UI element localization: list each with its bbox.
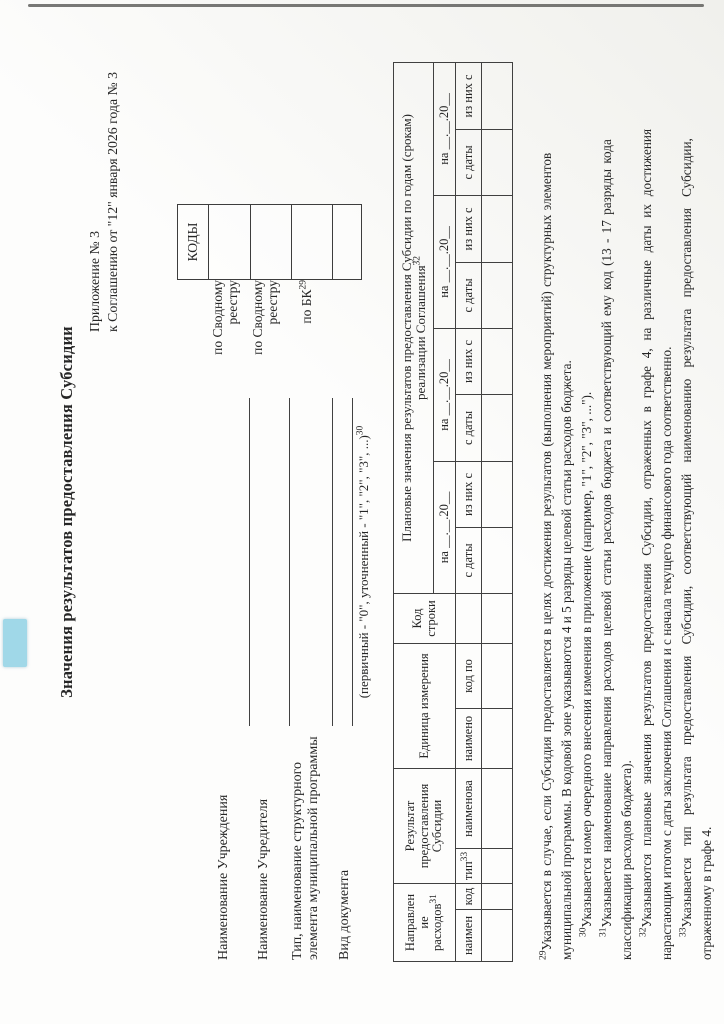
results-table (393, 62, 513, 962)
col-header-row-code: Код строки (394, 593, 456, 643)
data-cell (482, 394, 513, 461)
sub-header-unit-code: код по (456, 643, 482, 708)
footnote-line: отраженному в графе 4. (699, 826, 714, 960)
sub-header-of-which-2: из них с (456, 328, 482, 394)
sub-header-from-date-2: с даты (456, 394, 482, 461)
data-cell (482, 262, 513, 328)
sub-header-of-which-4: из них с (456, 62, 482, 129)
codes-cell-registry-2 (251, 205, 292, 279)
footnote-line: $^{30}$Указывается номер очередного внесения изменения в приложение (например, "1", "2", "3", ..."). (578, 391, 594, 937)
codes-box (177, 204, 362, 280)
sub-header-from-date-1: с даты (456, 527, 482, 593)
footnote-marker-31: 31 (429, 894, 440, 904)
sub-header-type: тип$^{33}$ (456, 849, 482, 884)
sub-header-code: код (456, 884, 482, 910)
data-cell (482, 849, 513, 884)
sub-header-of-which-3: из них с (456, 195, 482, 262)
date-group-header-4: на __.__.20__ (434, 62, 456, 195)
registry-label-2: по Сводному реестру (250, 280, 280, 355)
appendix-line-1: Приложение № 3 (87, 230, 102, 332)
sticky-tab (3, 619, 27, 667)
appendix-reference (86, 72, 121, 332)
field-underline-doc-kind (352, 398, 353, 726)
codes-cell-registry-1 (209, 205, 251, 279)
sub-header-result-name: наименова (456, 768, 482, 848)
data-cell (482, 643, 513, 708)
field-label-founder: Наименование Учредителя (256, 798, 271, 960)
field-label-institution: Наименование Учреждения (216, 794, 231, 960)
footnote-line: $^{32}$Указываются плановые значения результатов предоставления Субсидии, отраженных в графе 4, на различные даты их достижения (638, 128, 654, 937)
data-cell (482, 768, 513, 848)
data-cell (482, 195, 513, 262)
codes-cell-bk (292, 205, 333, 279)
footnote-line: нарастающим итогом с даты заключения Соглашения и с начала текущего финансового года соответственно. (659, 346, 674, 960)
footnote-marker-33: 33 (459, 851, 470, 862)
sub-header-from-date-4: с даты (456, 129, 482, 195)
col-header-direction: Направлен ие расходов$^{31}$ (394, 884, 456, 962)
sub-header-name: наимен (456, 910, 482, 962)
footnote-marker-30: 30 (355, 425, 366, 436)
page-title: Значения результатов предоставления Субсидии (57, 326, 76, 698)
footnote-line: $^{33}$Указывается тип результата предоставления Субсидии, соответствующий наименованию результата предоставления Субсидии, (678, 138, 694, 937)
field-underline-founder (289, 398, 290, 726)
field-label-program-type: Тип, наименование структурного элемента муниципальной программы (290, 736, 321, 960)
data-cell (482, 328, 513, 394)
codes-cell-doc-type (333, 205, 361, 279)
sub-header-of-which-1: из них с (456, 461, 482, 527)
date-group-header-2: на __.__.20__ (434, 328, 456, 461)
col-header-unit: Единица измерения (394, 643, 456, 768)
data-cell (482, 708, 513, 768)
footnote-marker-29: 29 (298, 280, 309, 290)
data-cell (482, 461, 513, 527)
appendix-line-2: к Соглашению от "12" января 2026 года № 3 (104, 71, 120, 332)
footnote-line: $^{29}$Указывается в случае, если Субсидия предоставляется в целях достижения результатов (выполнения мероприятий) структурных элементов (538, 152, 554, 960)
col-header-result: Результат предоставления Субсидии (394, 768, 456, 883)
registry-label-1: по Сводному реестру (210, 280, 240, 355)
footnote-line: $^{31}$Указывается наименование направления расходов целевой статьи расходов бюджета и соответствующий ему код (13 - 17 разряды кода (598, 139, 614, 937)
data-cell (482, 62, 513, 129)
bk-label: по БК$^{29}$ (298, 280, 314, 324)
date-group-header-1: на __.__.20__ (434, 461, 456, 593)
sub-header-unit-name: наимено (456, 708, 482, 768)
sub-header-from-date-3: с даты (456, 262, 482, 328)
date-group-header-3: на __.__.20__ (434, 195, 456, 328)
sub-header-empty (456, 593, 482, 643)
footnote-line: муниципальной программы. В кодовой зоне указываются 4 и 5 разряды целевой статьи расходов бюджета. (559, 360, 574, 960)
footnotes-block (537, 60, 717, 960)
data-cell (482, 910, 513, 962)
data-cell (482, 884, 513, 910)
field-label-doc-kind: Вид документа (337, 869, 352, 960)
field-underline-program-type (332, 398, 333, 726)
footnote-marker-32: 32 (412, 255, 423, 266)
footnote-line: классификации расходов бюджета). (619, 760, 634, 960)
field-underline-institution (249, 398, 250, 726)
scan-edge-artifact (28, 4, 704, 7)
data-cell (482, 593, 513, 643)
data-cell (482, 129, 513, 195)
codes-box-label: КОДЫ (178, 205, 209, 279)
col-header-planned-values: Плановые значения результатов предоставления Субсидии по годам (срокам) реализации Соглашения$^{32}$ (394, 62, 434, 593)
doc-kind-caption: (первичный - "0", уточненный - "1", "2", "3", ...)$^{30}$ (355, 425, 371, 699)
data-cell (482, 527, 513, 593)
